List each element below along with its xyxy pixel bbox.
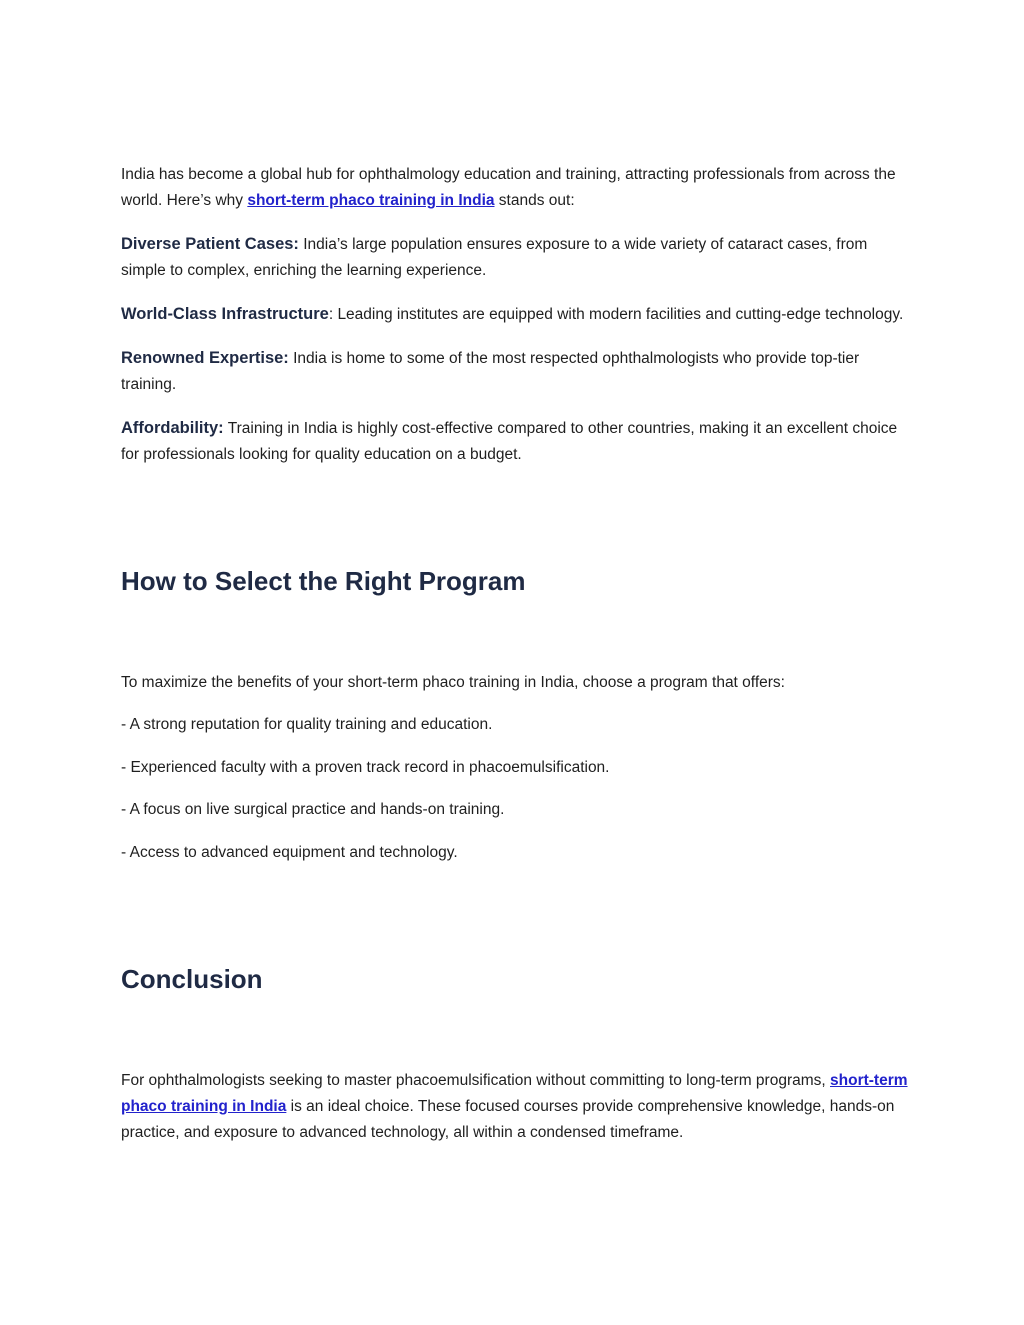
point-text: India’s large population ensures exposure to a wide variety of cataract cases, from simple to complex, enriching the learning experience. xyxy=(121,236,868,279)
conclusion-heading: Conclusion xyxy=(121,963,263,994)
phaco-training-link[interactable]: short-term phaco training in India xyxy=(247,192,495,209)
point-lead: Diverse Patient Cases: xyxy=(121,235,299,253)
list-item: - A focus on live surgical practice and hands-on training. xyxy=(121,801,505,818)
point-world-class-infrastructure xyxy=(121,301,911,328)
point-text: Training in India is highly cost-effective compared to other countries, making it an excellent choice for professionals looking for quality education on a budget. xyxy=(121,420,898,463)
intro-paragraph xyxy=(121,162,911,214)
list-item: - Access to advanced equipment and technology. xyxy=(121,843,458,861)
point-lead: Affordability: xyxy=(121,419,224,437)
select-program-intro: To maximize the benefits of your short-term phaco training in India, choose a program that offers: xyxy=(121,674,785,691)
intro-text-before: India has become a global hub for ophthalmology education and training, attracting professionals from across the world. Here’s why xyxy=(121,166,896,209)
conclusion-text-after: is an ideal choice. These focused courses provide comprehensive knowledge, hands-on practice, and exposure to advanced technology, all within a condensed timeframe. xyxy=(121,1097,895,1141)
conclusion-phaco-training-link[interactable]: short-term phaco training in India xyxy=(121,1071,908,1115)
list-item: - A strong reputation for quality training and education. xyxy=(121,716,493,733)
point-lead: Renowned Expertise: xyxy=(121,349,289,367)
select-program-heading: How to Select the Right Program xyxy=(121,566,526,596)
point-lead: World-Class Infrastructure xyxy=(121,305,329,323)
intro-text-after: stands out: xyxy=(494,192,575,209)
conclusion-text-before: For ophthalmologists seeking to master phacoemulsification without committing to long-term programs, xyxy=(121,1071,831,1089)
document-page xyxy=(121,162,911,1146)
point-affordability xyxy=(121,415,911,468)
conclusion-paragraph xyxy=(121,1068,911,1146)
point-renowned-expertise xyxy=(121,345,911,398)
point-diverse-patient-cases xyxy=(121,231,911,284)
list-item: - Experienced faculty with a proven track record in phacoemulsification. xyxy=(121,758,610,776)
point-text: India is home to some of the most respected ophthalmologists who provide top-tier training. xyxy=(121,350,860,393)
point-text: : Leading institutes are equipped with modern facilities and cutting-edge technology. xyxy=(328,306,904,323)
